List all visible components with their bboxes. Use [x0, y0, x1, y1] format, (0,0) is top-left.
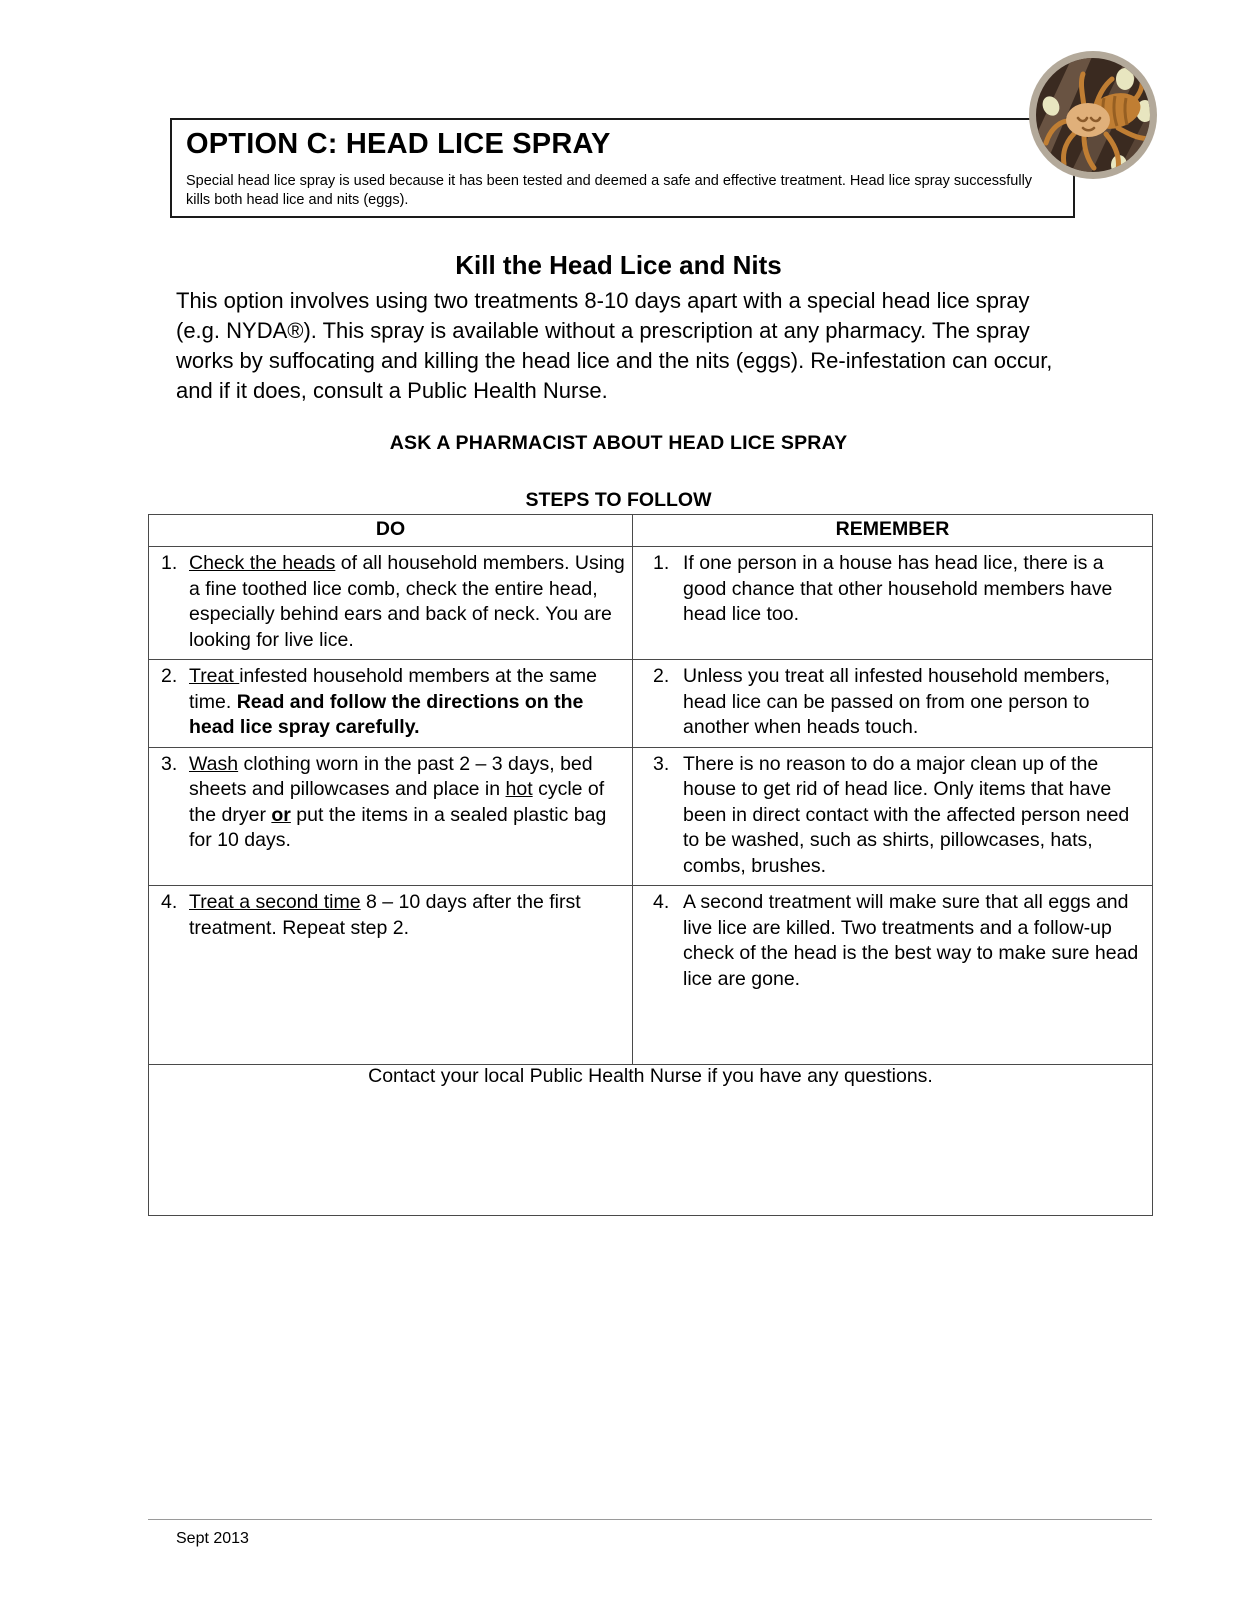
do-item-number-4: 4. [161, 891, 178, 913]
do-item-number-2: 2. [161, 665, 178, 687]
steps-table [148, 514, 1153, 1216]
do-cell-3 [149, 747, 633, 886]
do-item-2-underlined: Treat [189, 665, 240, 687]
do-item-1-rest: of all household members. Using a fine toothed lice comb, check the entire head, especially behind ears and back of neck. You are looking for live lice. [189, 552, 625, 651]
column-header-remember: REMEMBER [633, 515, 1153, 547]
section-kicker: Kill the Head Lice and Nits [455, 250, 782, 280]
table-footer-row [149, 1065, 1153, 1216]
do-cell-4 [149, 886, 633, 1065]
do-item-2-bold: Read and follow the directions on the head lice spray carefully. [189, 690, 584, 738]
remember-cell-1 [633, 547, 1153, 660]
do-item-1-underlined: Check the heads [189, 552, 336, 574]
table-row [149, 660, 1153, 748]
do-item-text-1 [189, 551, 626, 653]
remember-cell-2 [633, 660, 1153, 748]
remember-cell-3 [633, 747, 1153, 886]
do-item-3-part-a: clothing worn in the past 2 – 3 days, bed sheets and pillowcases and place in [189, 752, 593, 800]
page-title [186, 128, 611, 161]
remember-item-number-3: 3. [653, 752, 670, 775]
header-banner [170, 118, 1075, 218]
table-row [149, 747, 1153, 886]
table-row [149, 886, 1153, 1065]
do-item-text-3 [189, 752, 626, 878]
footer-divider [148, 1519, 1152, 1520]
page-title-main: HEAD LICE SPRAY [345, 128, 611, 160]
table-row [149, 547, 1153, 660]
remember-item-text-3: There is no reason to do a major clean up of the house to get rid of head lice. Only items that have been in direct contact with the affected person need to be washed, such as shirts, pillowcases, hats, combs, brushes. [683, 752, 1130, 877]
contact-note: Contact your local Public Health Nurse if you have any questions. [149, 1065, 1153, 1216]
do-item-number-1: 1. [161, 552, 178, 574]
remember-item-number-4: 4. [653, 891, 670, 913]
steps-to-follow-label: STEPS TO FOLLOW [525, 489, 712, 511]
remember-item-number-1: 1. [653, 552, 670, 574]
footer-date: Sept 2013 [176, 1530, 249, 1547]
remember-item-number-2: 2. [653, 665, 670, 687]
table-header-row [149, 515, 1153, 547]
remember-item-text-2: Unless you treat all infested household members, head lice can be passed on from one person to another when heads touch. [683, 665, 1111, 738]
do-item-3-part-c: put the items in a sealed plastic bag for 10 days. [189, 803, 607, 851]
do-item-text-4 [189, 890, 626, 1058]
head-louse-roundel-icon [1026, 48, 1160, 182]
page-title-separator: : [327, 128, 346, 160]
remember-cell-4 [633, 886, 1153, 1065]
do-item-4-rest: 8 – 10 days after the first treatment. Repeat step 2. [189, 891, 581, 939]
do-cell-2 [149, 660, 633, 748]
ask-pharmacist-line: ASK A PHARMACIST ABOUT HEAD LICE SPRAY [389, 432, 848, 454]
column-header-do: DO [149, 515, 633, 547]
page-title-option: OPTION C [186, 128, 328, 160]
do-item-4-underlined: Treat a second time [189, 891, 361, 913]
header-subtitle: Special head lice spray is used because it has been tested and deemed a safe and effective treatment. Head lice spray successfully kills both head lice and nits (eggs). [186, 173, 1033, 208]
remember-item-text-4: A second treatment will make sure that all eggs and live lice are killed. Two treatments and a follow-up check of the head is the best way to make sure head lice are gone. [683, 891, 1139, 990]
do-item-2-rest: infested household members at the same time. [189, 665, 597, 713]
remember-item-text-1: If one person in a house has head lice, there is a good chance that other household members have head lice too. [683, 552, 1113, 625]
do-cell-1 [149, 547, 633, 660]
do-item-3-underlined-hot: hot [505, 778, 533, 800]
do-item-number-3: 3. [161, 752, 178, 775]
do-item-3-part-b: cycle of the dryer [189, 778, 605, 826]
intro-paragraph: This option involves using two treatments 8-10 days apart with a special head lice spray (e.g. NYDA®). This spray is available without a prescription at any pharmacy. The spray works by suffocating and killing the head lice and the nits (eggs). Re-infestation can occur, and if it does, consult a Public Health Nurse. [176, 288, 1053, 403]
do-item-text-2 [189, 664, 626, 741]
do-item-3-bold-underlined-or: or [271, 803, 291, 826]
do-item-3-underlined: Wash [189, 752, 239, 775]
